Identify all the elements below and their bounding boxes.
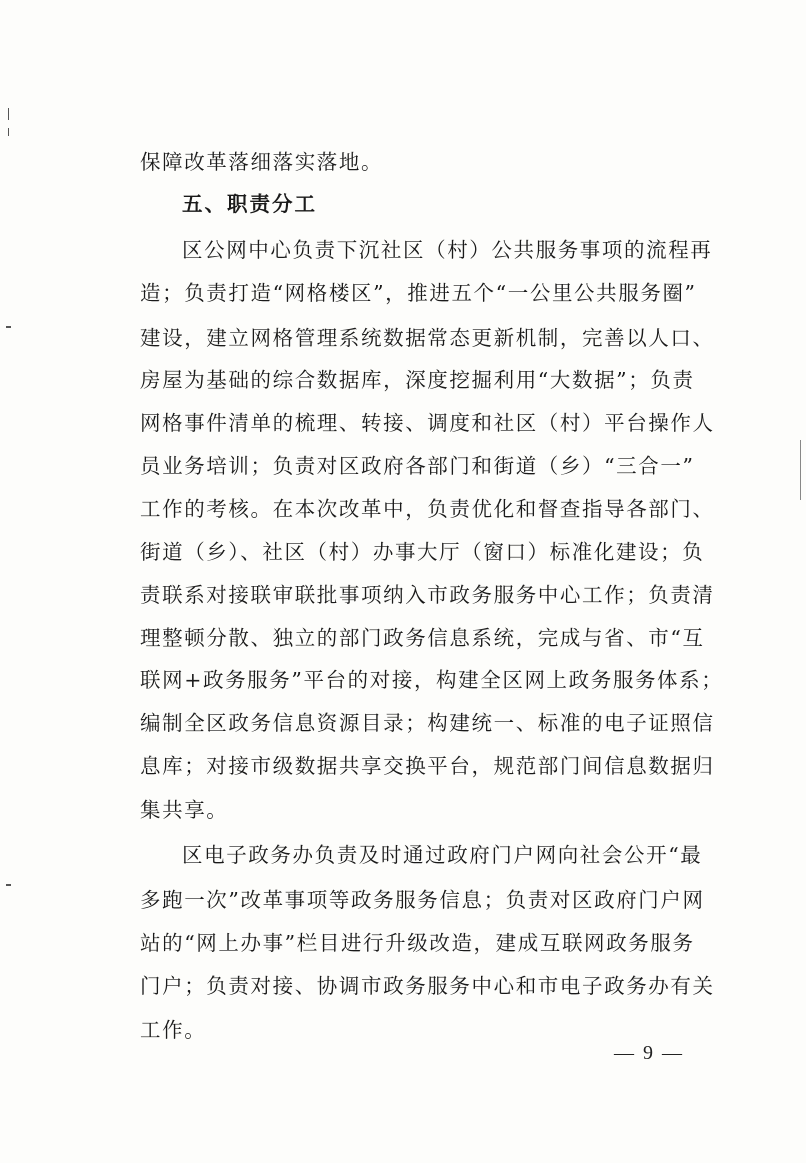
paragraph-line: 保障改革落细落实落地。 bbox=[140, 150, 384, 174]
scan-mark bbox=[800, 440, 801, 500]
paragraph-line: 工作。 bbox=[140, 1018, 207, 1042]
scan-mark bbox=[8, 128, 9, 136]
paragraph-line: 区电子政务办负责及时通过政府门户网向社会公开“最 bbox=[182, 843, 703, 867]
paragraph-line: 区公网中心负责下沉社区（村）公共服务事项的流程再 bbox=[182, 238, 713, 262]
paragraph-line: 站的“网上办事”栏目进行升级改造，建成互联网政务服务 bbox=[140, 931, 695, 955]
paragraph-line: 建设，建立网格管理系统数据常态更新机制，完善以人口、 bbox=[140, 326, 715, 350]
scan-mark bbox=[6, 326, 11, 328]
paragraph-line: 多跑一次”改革事项等政务服务信息；负责对区政府门户网 bbox=[140, 888, 705, 912]
page-number: — 9 — bbox=[614, 1042, 684, 1064]
paragraph-line: 理整顿分散、独立的部门政务信息系统，完成与省、市“互 bbox=[140, 626, 705, 650]
paragraph-line: 员业务培训；负责对区政府各部门和街道（乡）“三合一” bbox=[140, 454, 695, 478]
paragraph-line: 息库；对接市级数据共享交换平台，规范部门间信息数据归 bbox=[140, 754, 715, 778]
paragraph-line: 街道（乡）、社区（村）办事大厅（窗口）标准化建设；负 bbox=[140, 540, 705, 564]
scan-mark bbox=[8, 108, 9, 120]
paragraph-line: 房屋为基础的综合数据库，深度挖掘利用“大数据”；负责 bbox=[140, 368, 695, 392]
paragraph-line: 网格事件清单的梳理、转接、调度和社区（村）平台操作人 bbox=[140, 411, 715, 435]
paragraph-line: 造；负责打造“网格楼区”，推进五个“一公里公共服务圈” bbox=[140, 281, 697, 305]
paragraph-line: 集共享。 bbox=[140, 798, 229, 822]
scan-mark bbox=[6, 884, 11, 886]
paragraph-line: 责联系对接联审联批事项纳入市政务服务中心工作；负责清 bbox=[140, 583, 715, 607]
paragraph-line: 工作的考核。在本次改革中，负责优化和督查指导各部门、 bbox=[140, 497, 715, 521]
paragraph-line: 编制全区政务信息资源目录；构建统一、标准的电子证照信 bbox=[140, 711, 715, 735]
section-heading: 五、职责分工 bbox=[182, 192, 317, 216]
paragraph-line: 门户；负责对接、协调市政务服务中心和市电子政务办有关 bbox=[140, 974, 715, 998]
paragraph-line: 联网+政务服务”平台的对接，构建全区网上政务服务体系； bbox=[140, 668, 724, 692]
